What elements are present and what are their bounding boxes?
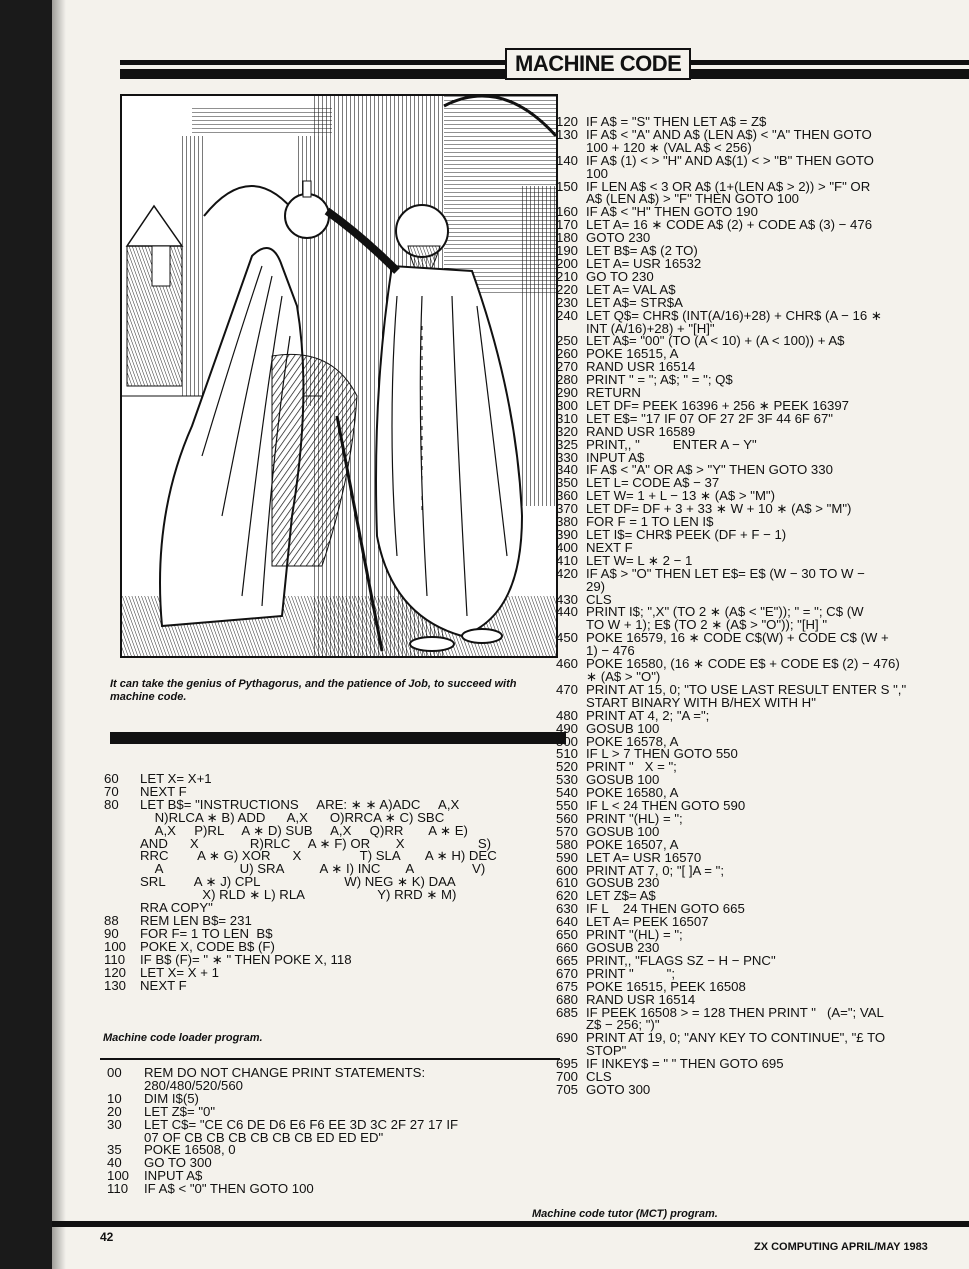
line-number: 390 — [556, 527, 579, 542]
line-text: PRINT " = "; A$; " = "; Q$ — [586, 372, 733, 388]
line-text: POKE 16515, PEEK 16508 — [586, 978, 746, 994]
line-number: 35 — [107, 1142, 122, 1158]
line-number: 200 — [556, 255, 579, 271]
line-number: 570 — [556, 823, 579, 839]
line-text: IF INKEY$ = " " THEN GOTO 695 — [586, 1056, 784, 1072]
line-text: PRINT "(HL) = "; — [586, 810, 683, 826]
line-text: IF L 24 THEN GOTO 665 — [586, 901, 745, 917]
line-number: 88 — [104, 912, 119, 928]
code-line — [556, 152, 966, 168]
line-text: IF L > 7 THEN GOTO 550 — [586, 746, 738, 762]
line-text: GOTO 300 — [586, 1081, 651, 1097]
line-text: GOSUB 100 — [586, 823, 660, 839]
bottom-rule — [52, 1221, 969, 1227]
line-text: REM DO NOT CHANGE PRINT STATEMENTS: — [144, 1065, 426, 1080]
line-number: 120 — [556, 114, 579, 129]
code-line — [556, 578, 966, 594]
illustration-caption: It can take the genius of Pythagorus, and the patience of Job, to succeed with machine code. — [110, 678, 517, 703]
line-text: CLS — [586, 591, 612, 607]
line-text: LET Z$= A$ — [586, 888, 656, 904]
line-number: 630 — [556, 901, 579, 917]
line-number: 10 — [107, 1090, 122, 1106]
line-text: FOR F = 1 TO LEN I$ — [586, 514, 714, 530]
line-number: 180 — [556, 230, 579, 246]
line-number: 90 — [104, 925, 119, 941]
line-number: 590 — [556, 849, 579, 865]
line-number: 240 — [556, 307, 579, 323]
line-text: POKE 16580, (16 ∗ CODE E$ + CODE E$ (2) − 476) — [586, 656, 900, 672]
tutor-program-left — [107, 1067, 502, 1196]
line-number: 360 — [556, 488, 579, 504]
line-number: 330 — [556, 449, 579, 465]
line-text: A$ (LEN A$) > "F" THEN GOTO 100 — [586, 191, 799, 207]
line-text: FOR F= 1 TO LEN B$ — [140, 925, 273, 941]
code-line — [556, 1081, 966, 1097]
line-text: CLS — [586, 1069, 612, 1085]
line-text: 100 — [586, 165, 609, 181]
line-number: 220 — [556, 281, 579, 297]
line-text: LET C$= "CE C6 DE D6 E6 F6 EE 3D 3C 2F 27 17 IF — [144, 1116, 459, 1132]
line-number: 290 — [556, 385, 579, 401]
line-text: POKE 16507, A — [586, 836, 679, 852]
line-text: GO TO 230 — [586, 268, 654, 284]
line-text: LET L= CODE A$ − 37 — [586, 475, 720, 491]
line-text: GOSUB 230 — [586, 875, 660, 891]
line-text: RAND USR 16589 — [586, 423, 696, 439]
line-number — [104, 825, 140, 838]
line-text: LET Q$= CHR$ (INT(A/16)+28) + CHR$ (A − 16 ∗ — [586, 307, 882, 323]
line-text: LET Z$= "0" — [144, 1103, 216, 1119]
line-number: 470 — [556, 681, 579, 697]
line-number: 620 — [556, 888, 579, 904]
line-number: 460 — [556, 656, 579, 672]
line-number: 650 — [556, 927, 579, 943]
code-line — [556, 565, 966, 581]
line-text: LET DF= DF + 3 + 33 ∗ W + 10 ∗ (A$ > "M") — [586, 501, 852, 517]
line-text: LET A= PEEK 16507 — [586, 914, 709, 930]
line-number: 705 — [556, 1081, 579, 1097]
divider-bar — [110, 732, 566, 744]
line-number: 100 — [104, 938, 127, 954]
line-text: POKE X, CODE B$ (F) — [140, 938, 275, 954]
line-text: RAND USR 16514 — [586, 991, 696, 1007]
line-number: 110 — [107, 1181, 129, 1197]
line-number — [104, 889, 140, 902]
line-text: PRINT I$; ",X" (TO 2 ∗ (A$ < "E")); " = "; C$ (W — [586, 604, 864, 620]
section-header — [120, 51, 969, 80]
line-number: 300 — [556, 397, 579, 413]
line-number: 350 — [556, 475, 579, 491]
line-number: 270 — [556, 359, 579, 375]
magazine-page — [52, 0, 969, 1269]
line-text: POKE 16508, 0 — [144, 1142, 236, 1158]
line-number: 640 — [556, 914, 579, 930]
line-text: LET A= VAL A$ — [586, 281, 676, 297]
line-number: 550 — [556, 798, 579, 814]
line-text: GOSUB 230 — [586, 940, 660, 955]
woodcut-image — [122, 96, 556, 656]
line-number: 40 — [107, 1155, 122, 1171]
line-number: 420 — [556, 565, 579, 581]
line-number: 675 — [556, 978, 579, 994]
line-number: 540 — [556, 785, 579, 801]
line-number: 690 — [556, 1030, 579, 1046]
line-text: LET X= X + 1 — [140, 964, 219, 980]
line-number: 130 — [556, 126, 579, 142]
line-text: DIM I$(5) — [144, 1090, 199, 1106]
line-text: INPUT A$ — [144, 1168, 203, 1184]
line-number: 150 — [556, 178, 579, 194]
line-number: 660 — [556, 940, 579, 955]
line-text: LET E$= "17 IF 07 OF 27 2F 3F 44 6F 67" — [586, 410, 833, 426]
line-text: GOSUB 100 — [586, 772, 660, 788]
line-text: IF A$ (1) < > "H" AND A$(1) < > "B" THEN GOTO — [586, 152, 874, 168]
line-number: 700 — [556, 1069, 579, 1085]
tutor-program-right — [556, 116, 966, 1097]
woodcut-illustration — [120, 94, 558, 658]
line-text: 1) − 476 — [586, 643, 635, 659]
line-number — [104, 876, 140, 889]
line-text: IF A$ < "A" AND A$ (LEN A$) < "A" THEN GOTO — [586, 126, 872, 142]
line-text: 07 OF CB CB CB CB CB CB ED ED ED" — [144, 1129, 384, 1145]
line-text: LET A= USR 16570 — [586, 849, 702, 865]
line-number: 60 — [104, 771, 119, 786]
line-text: START BINARY WITH B/HEX WITH H" — [586, 694, 816, 710]
line-number: 140 — [556, 152, 579, 168]
line-number: 695 — [556, 1056, 579, 1072]
line-text: PRINT " X = "; — [586, 759, 677, 775]
line-text: LET A$= "00" (TO (A < 10) + (A < 100)) + A$ — [586, 333, 845, 349]
line-text: LET W= L ∗ 2 − 1 — [586, 552, 693, 568]
line-number: 400 — [556, 539, 579, 555]
line-text: PRINT AT 19, 0; "ANY KEY TO CONTINUE", "£ TO — [586, 1030, 886, 1046]
code-line — [556, 1058, 966, 1071]
line-text: POKE 16578, A — [586, 733, 679, 749]
line-text: GOSUB 100 — [586, 720, 660, 736]
line-text: SRL A ∗ J) CPL W) NEG ∗ K) DAA — [140, 874, 456, 890]
line-number: 30 — [107, 1116, 122, 1132]
code-line — [107, 1183, 502, 1196]
line-number — [104, 850, 140, 863]
line-number: 450 — [556, 630, 579, 646]
line-text: STOP" — [586, 1043, 627, 1059]
line-text: POKE 16579, 16 ∗ CODE C$(W) + CODE C$ (W + — [586, 630, 889, 646]
line-text: IF B$ (F)= " ∗ " THEN POKE X, 118 — [140, 951, 352, 967]
line-number: 530 — [556, 772, 579, 788]
line-text: LET W= 1 + L − 13 ∗ (A$ > "M") — [586, 488, 775, 504]
line-number: 340 — [556, 462, 579, 478]
line-text: NEXT F — [140, 977, 187, 993]
line-text: IF LEN A$ < 3 OR A$ (1+(LEN A$ > 2)) > "F" OR — [586, 178, 871, 194]
line-text: RAND USR 16514 — [586, 359, 696, 375]
line-number: 160 — [556, 204, 579, 220]
line-number: 110 — [104, 951, 126, 967]
line-text: A,X P)RL A ∗ D) SUB A,X Q)RR A ∗ E) — [140, 822, 468, 838]
line-number: 430 — [556, 591, 579, 607]
line-text: IF A$ > "O" THEN LET E$= E$ (W − 30 TO W − — [586, 565, 865, 581]
line-number: 665 — [556, 952, 579, 968]
line-text: 280/480/520/560 — [144, 1077, 244, 1093]
line-number: 230 — [556, 294, 579, 310]
line-number: 380 — [556, 514, 579, 530]
line-text: IF L < 24 THEN GOTO 590 — [586, 798, 746, 814]
line-number: 260 — [556, 346, 579, 362]
line-number: 130 — [104, 977, 127, 993]
line-number: 120 — [104, 964, 127, 980]
line-text: PRINT AT 4, 2; "A ="; — [586, 707, 710, 723]
line-number: 520 — [556, 759, 579, 775]
line-text: NEXT F — [140, 783, 187, 799]
line-number: 80 — [104, 796, 119, 812]
line-text: RRA COPY" — [140, 900, 213, 916]
line-text: PRINT "(HL) = "; — [586, 927, 683, 943]
line-number: 320 — [556, 423, 579, 439]
line-text: PRINT,, " ENTER A − Y" — [586, 436, 757, 452]
line-text: LET B$= "INSTRUCTIONS ARE: ∗ ∗ A)ADC A,X — [140, 796, 460, 812]
line-text: LET I$= CHR$ PEEK (DF + F − 1) — [586, 527, 787, 542]
line-number: 685 — [556, 1004, 579, 1020]
line-text: NEXT F — [586, 539, 633, 555]
line-number: 370 — [556, 501, 579, 517]
line-number: 510 — [556, 746, 579, 762]
line-text: LET B$= A$ (2 TO) — [586, 243, 698, 259]
line-text: LET A= 16 ∗ CODE A$ (2) + CODE A$ (3) − 476 — [586, 217, 873, 233]
line-text: RETURN — [586, 385, 641, 401]
line-text: POKE 16515, A — [586, 346, 679, 362]
tutor-label: Machine code tutor (MCT) program. — [532, 1208, 718, 1220]
line-text: A U) SRA A ∗ I) INC A V) — [140, 861, 486, 877]
line-text: INT (A/16)+28) + "[H]" — [586, 320, 715, 336]
line-text: PRINT AT 15, 0; "TO USE LAST RESULT ENTER S "," — [586, 681, 907, 697]
line-text: PRINT AT 7, 0; "[ ]A = "; — [586, 862, 724, 878]
line-number: 480 — [556, 707, 579, 723]
line-number: 500 — [556, 733, 579, 749]
line-number: 410 — [556, 552, 579, 568]
line-number: 680 — [556, 991, 579, 1007]
line-text: IF A$ < "H" THEN GOTO 190 — [586, 204, 758, 220]
line-text: IF A$ < "0" THEN GOTO 100 — [144, 1181, 314, 1197]
line-number: 310 — [556, 410, 579, 426]
line-number: 325 — [556, 436, 579, 452]
line-text: LET A= USR 16532 — [586, 255, 702, 271]
line-number: 190 — [556, 243, 579, 259]
line-number: 490 — [556, 720, 579, 736]
line-number: 170 — [556, 217, 579, 233]
section-title: MACHINE CODE — [505, 48, 691, 80]
loader-rule — [100, 1058, 560, 1060]
line-text: RRC A ∗ G) XOR X T) SLA A ∗ H) DEC — [140, 848, 497, 864]
line-text: 29) — [586, 578, 606, 594]
line-number: 580 — [556, 836, 579, 852]
line-text: INPUT A$ — [586, 449, 645, 465]
line-text: GOTO 230 — [586, 230, 651, 246]
line-text: LET X= X+1 — [140, 771, 212, 786]
line-number: 600 — [556, 862, 579, 878]
line-number: 70 — [104, 783, 119, 799]
line-text: TO W + 1); E$ (TO 2 ∗ (A$ > "O")); "[H] " — [586, 617, 828, 633]
line-number: 280 — [556, 372, 579, 388]
line-text: IF A$ < "A" OR A$ > "Y" THEN GOTO 330 — [586, 462, 833, 478]
line-text: LET DF= PEEK 16396 + 256 ∗ PEEK 16397 — [586, 397, 850, 413]
line-text: GO TO 300 — [144, 1155, 212, 1171]
line-text: X) RLD ∗ L) RLA Y) RRD ∗ M) — [140, 887, 457, 903]
line-number: 210 — [556, 268, 579, 284]
line-number — [104, 863, 140, 876]
line-text: PRINT,, "FLAGS SZ − H − PNC" — [586, 952, 776, 968]
line-text: AND X R)RLC A ∗ F) OR X S) — [140, 835, 492, 851]
line-text: IF A$ = "S" THEN LET A$ = Z$ — [586, 114, 767, 129]
line-number: 100 — [107, 1168, 130, 1184]
code-line — [104, 977, 559, 993]
line-text: N)RLCA ∗ B) ADD A,X O)RRCA ∗ C) SBC — [140, 809, 445, 825]
line-number: 560 — [556, 810, 579, 826]
page-number: 42 — [100, 1230, 114, 1244]
line-text: PRINT " "; — [586, 965, 675, 981]
magazine-footer: ZX COMPUTING APRIL/MAY 1983 — [754, 1241, 928, 1253]
line-number: 20 — [107, 1103, 122, 1119]
line-number: 440 — [556, 604, 579, 620]
line-text: ∗ (A$ > "O") — [586, 668, 661, 684]
line-number: 610 — [556, 875, 579, 891]
line-number — [104, 812, 140, 825]
line-text: POKE 16580, A — [586, 785, 679, 801]
loader-program — [104, 773, 559, 992]
line-text: REM LEN B$= 231 — [140, 912, 252, 928]
line-text: IF PEEK 16508 > = 128 THEN PRINT " (A="; VAL — [586, 1004, 884, 1020]
line-number: 250 — [556, 333, 579, 349]
line-text: 100 + 120 ∗ (VAL A$ < 256) — [586, 139, 752, 155]
loader-label: Machine code loader program. — [103, 1032, 263, 1044]
line-text: Z$ − 256; ")" — [586, 1017, 660, 1033]
line-text: LET A$= STR$A — [586, 294, 683, 310]
line-number: 00 — [107, 1065, 122, 1080]
line-number — [104, 838, 140, 851]
line-number: 670 — [556, 965, 579, 981]
